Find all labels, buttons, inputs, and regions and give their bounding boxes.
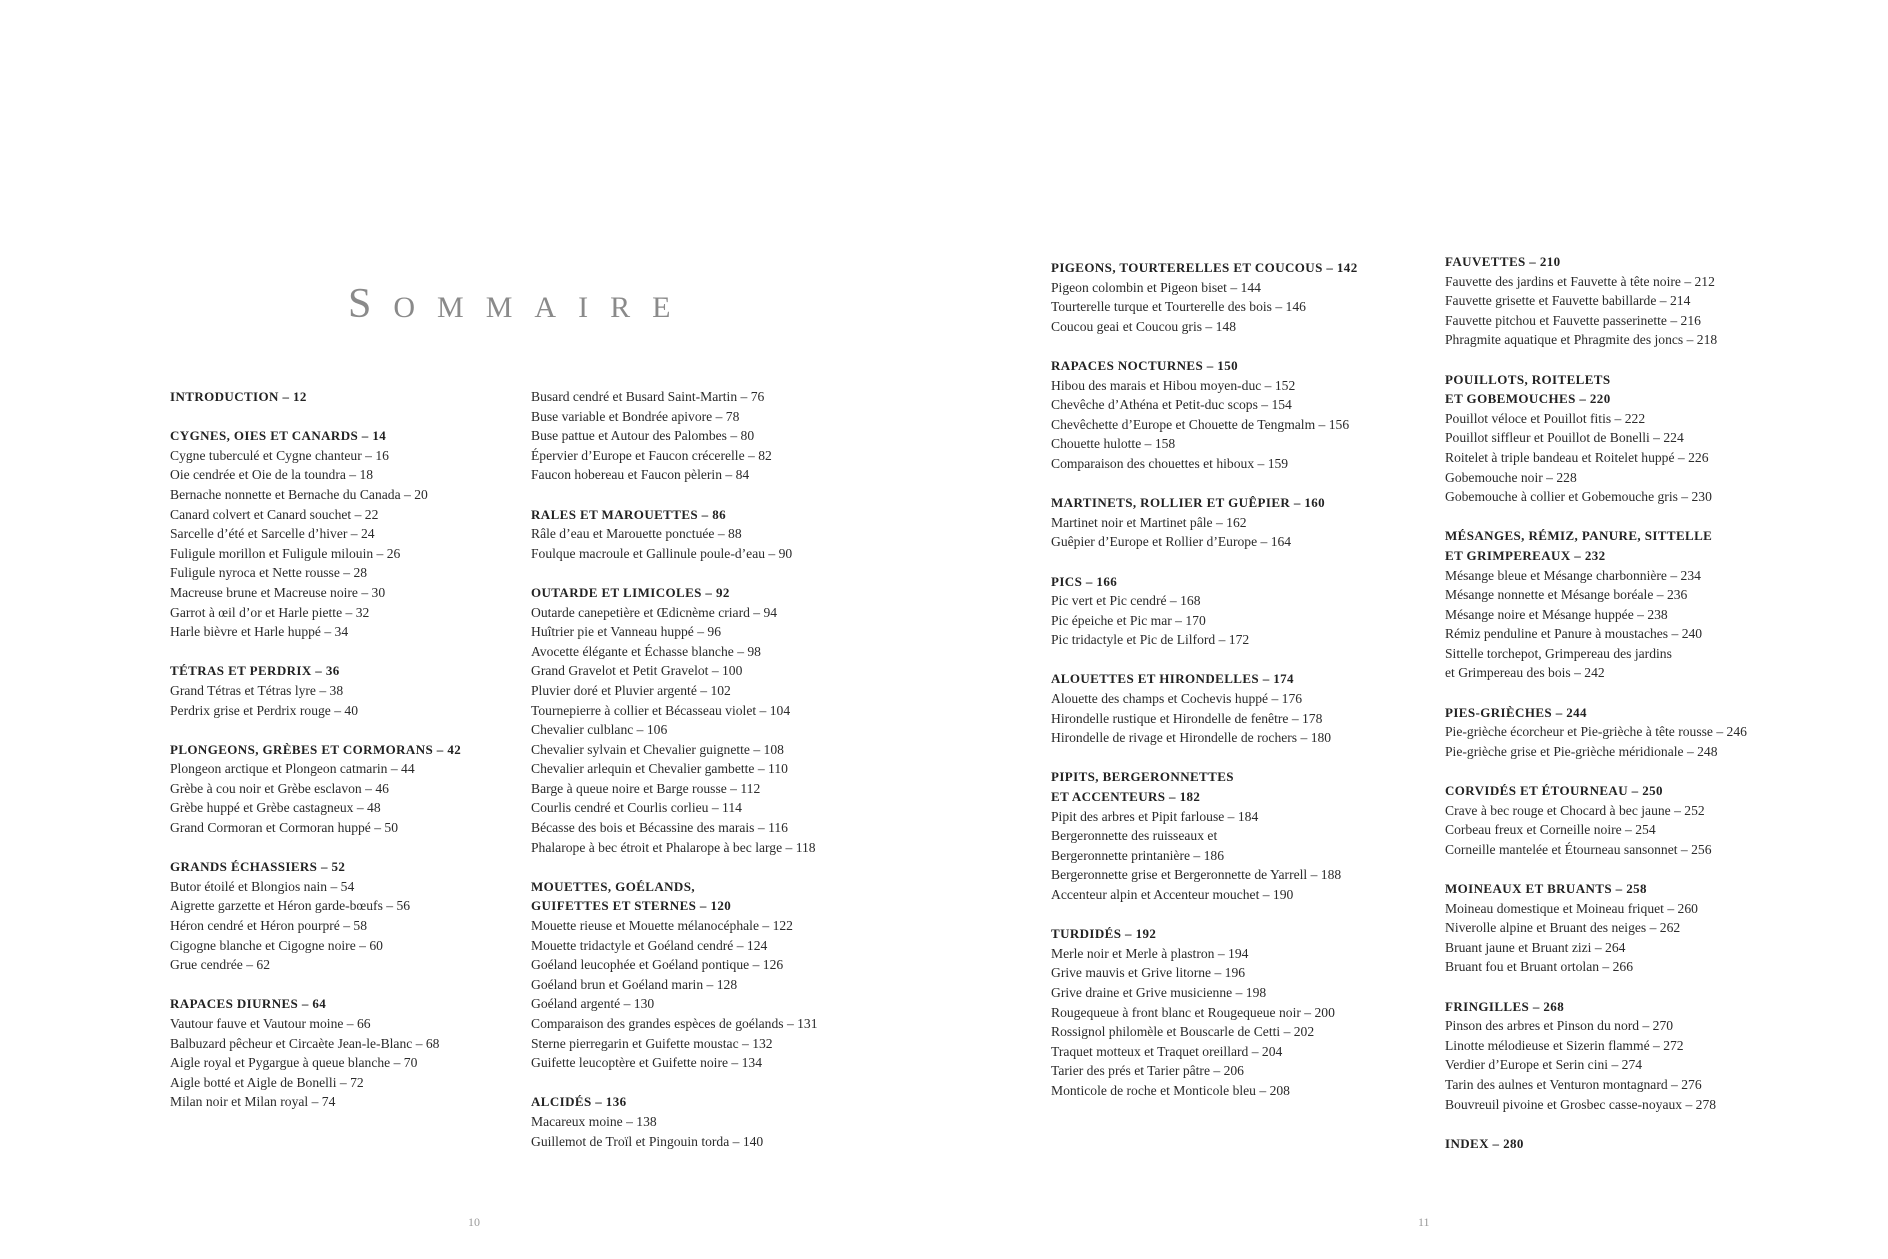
toc-entry: Mouette tridactyle et Goéland cendré – 124 bbox=[531, 937, 768, 953]
toc-section bbox=[170, 387, 530, 407]
toc-entry: Sittelle torchepot, Grimpereau des jardins bbox=[1445, 645, 1672, 661]
toc-entry: Fuligule nyroca et Nette rousse – 28 bbox=[170, 565, 368, 581]
toc-entry: Verdier d’Europe et Serin cini – 274 bbox=[1445, 1057, 1643, 1073]
toc-section-heading: PIPITS, BERGERONNETTES bbox=[1051, 769, 1234, 785]
toc-entry: Fauvette des jardins et Fauvette à tête noire – 212 bbox=[1445, 273, 1715, 289]
toc-entry: Chouette hulotte – 158 bbox=[1051, 436, 1176, 452]
toc-entry: Bécasse des bois et Bécassine des marais – 116 bbox=[531, 820, 788, 836]
toc-entry: Roitelet à triple bandeau et Roitelet huppé – 226 bbox=[1445, 449, 1709, 465]
toc-entry: Mésange bleue et Mésange charbonnière – 234 bbox=[1445, 567, 1701, 583]
toc-entry: Chevalier culblanc – 106 bbox=[531, 722, 668, 738]
toc-entry: Goéland leucophée et Goéland pontique – 126 bbox=[531, 957, 784, 973]
toc-entry: Fauvette grisette et Fauvette babillarde – 214 bbox=[1445, 293, 1691, 309]
toc-entry: Goéland brun et Goéland marin – 128 bbox=[531, 976, 738, 992]
toc-entry: Chevêche d’Athéna et Petit-duc scops – 154 bbox=[1051, 397, 1292, 413]
toc-column-2 bbox=[531, 387, 891, 1171]
toc-entry: Gobemouche noir – 228 bbox=[1445, 469, 1577, 485]
toc-entry: Rossignol philomèle et Bouscarle de Cetti – 202 bbox=[1051, 1024, 1315, 1040]
toc-entry: Comparaison des grandes espèces de goélands – 131 bbox=[531, 1016, 818, 1031]
toc-entry: Pic vert et Pic cendré – 168 bbox=[1051, 593, 1201, 609]
toc-column-4 bbox=[1445, 252, 1805, 1173]
toc-section-heading: PICS – 166 bbox=[1051, 573, 1118, 589]
toc-entry: Monticole de roche et Monticole bleu – 208 bbox=[1051, 1082, 1290, 1098]
toc-entry: Grèbe à cou noir et Grèbe esclavon – 46 bbox=[170, 780, 389, 796]
toc-section bbox=[531, 387, 891, 485]
toc-section-heading: MOUETTES, GOÉLANDS, bbox=[531, 878, 695, 894]
toc-section-heading: INTRODUCTION – 12 bbox=[170, 389, 307, 404]
toc-entry: Butor étoilé et Blongios nain – 54 bbox=[170, 878, 355, 894]
toc-section bbox=[1051, 767, 1411, 904]
toc-entry: Milan noir et Milan royal – 74 bbox=[170, 1094, 336, 1110]
toc-section bbox=[1051, 572, 1411, 650]
toc-section bbox=[1445, 879, 1805, 977]
toc-section bbox=[170, 740, 530, 838]
toc-entry: Phragmite aquatique et Phragmite des joncs – 218 bbox=[1445, 332, 1718, 348]
toc-entry: Râle d’eau et Marouette ponctuée – 88 bbox=[531, 526, 742, 542]
toc-column-3 bbox=[1051, 258, 1411, 1120]
toc-entry: Guillemot de Troïl et Pingouin torda – 140 bbox=[531, 1133, 764, 1149]
toc-section-heading: TURDIDÉS – 192 bbox=[1051, 926, 1157, 942]
toc-section-heading: FRINGILLES – 268 bbox=[1445, 998, 1565, 1014]
toc-entry: Pigeon colombin et Pigeon biset – 144 bbox=[1051, 279, 1261, 295]
toc-entry: Pic épeiche et Pic mar – 170 bbox=[1051, 612, 1206, 628]
toc-section bbox=[531, 505, 891, 564]
toc-entry: Vautour fauve et Vautour moine – 66 bbox=[170, 1016, 371, 1031]
toc-entry: Moineau domestique et Moineau friquet – 260 bbox=[1445, 900, 1698, 916]
toc-entry: Merle noir et Merle à plastron – 194 bbox=[1051, 945, 1249, 961]
toc-entry: Bergeronnette des ruisseaux et bbox=[1051, 828, 1218, 844]
toc-entry: Gobemouche à collier et Gobemouche gris – 230 bbox=[1445, 489, 1712, 505]
toc-section-heading: RALES ET MAROUETTES – 86 bbox=[531, 506, 727, 522]
page-number-right: 11 bbox=[1418, 1215, 1430, 1229]
toc-entry: Grand Cormoran et Cormoran huppé – 50 bbox=[170, 820, 399, 836]
toc-section-heading: ALCIDÉS – 136 bbox=[531, 1094, 627, 1110]
toc-section bbox=[1445, 252, 1805, 350]
toc-entry: Corneille mantelée et Étourneau sansonnet – 256 bbox=[1445, 841, 1712, 857]
toc-section bbox=[170, 661, 530, 720]
toc-section bbox=[1445, 526, 1805, 683]
toc-section-heading: RAPACES DIURNES – 64 bbox=[170, 996, 327, 1012]
toc-entry: Macareux moine – 138 bbox=[531, 1113, 657, 1129]
toc-section-heading: MOINEAUX ET BRUANTS – 258 bbox=[1445, 881, 1647, 896]
toc-section bbox=[1051, 258, 1411, 336]
toc-entry: Barge à queue noire et Barge rousse – 112 bbox=[531, 780, 761, 796]
page-number-left: 10 bbox=[468, 1215, 480, 1229]
toc-entry: Avocette élégante et Échasse blanche – 98 bbox=[531, 643, 761, 659]
toc-entry: Bruant fou et Bruant ortolan – 266 bbox=[1445, 959, 1634, 975]
toc-section-heading: ALOUETTES ET HIRONDELLES – 174 bbox=[1051, 671, 1294, 687]
toc-entry: Niverolle alpine et Bruant des neiges – 262 bbox=[1445, 920, 1681, 936]
toc-section-heading: ET ACCENTEURS – 182 bbox=[1051, 789, 1201, 805]
toc-entry: Corbeau freux et Corneille noire – 254 bbox=[1445, 822, 1656, 838]
toc-entry: Cygne tuberculé et Cygne chanteur – 16 bbox=[170, 447, 389, 463]
toc-section bbox=[1051, 669, 1411, 747]
toc-section bbox=[1445, 370, 1805, 507]
toc-entry: Guifette leucoptère et Guifette noire – 134 bbox=[531, 1055, 763, 1071]
toc-section-heading: MÉSANGES, RÉMIZ, PANURE, SITTELLE bbox=[1445, 528, 1713, 544]
toc-entry: Pic tridactyle et Pic de Lilford – 172 bbox=[1051, 632, 1250, 648]
toc-entry: Perdrix grise et Perdrix rouge – 40 bbox=[170, 702, 359, 718]
toc-entry: Comparaison des chouettes et hiboux – 159 bbox=[1051, 455, 1289, 471]
toc-section-heading: TÉTRAS ET PERDRIX – 36 bbox=[170, 663, 340, 679]
toc-entry: Chevêchette d’Europe et Chouette de Tengmalm – 156 bbox=[1051, 416, 1350, 432]
toc-section-heading: GRANDS ÉCHASSIERS – 52 bbox=[170, 859, 346, 875]
toc-entry: Plongeon arctique et Plongeon catmarin – 44 bbox=[170, 761, 415, 777]
toc-entry: Grèbe huppé et Grèbe castagneux – 48 bbox=[170, 800, 381, 816]
toc-entry: Garrot à œil d’or et Harle piette – 32 bbox=[170, 604, 370, 620]
toc-section-heading: GUIFETTES ET STERNES – 120 bbox=[531, 898, 732, 914]
toc-entry: Grand Gravelot et Petit Gravelot – 100 bbox=[531, 663, 743, 679]
toc-entry: Tourterelle turque et Tourterelle des bois – 146 bbox=[1051, 299, 1306, 315]
toc-section-heading: PIGEONS, TOURTERELLES ET COUCOUS – 142 bbox=[1051, 260, 1358, 275]
toc-section bbox=[1051, 924, 1411, 1100]
toc-section-heading: CORVIDÉS ET ÉTOURNEAU – 250 bbox=[1445, 783, 1663, 799]
toc-entry: Aigle botté et Aigle de Bonelli – 72 bbox=[170, 1074, 364, 1090]
toc-entry: Macreuse brune et Macreuse noire – 30 bbox=[170, 584, 386, 600]
toc-entry: Bruant jaune et Bruant zizi – 264 bbox=[1445, 939, 1626, 955]
toc-entry: Chevalier sylvain et Chevalier guignette – 108 bbox=[531, 741, 784, 757]
toc-section-heading: OUTARDE ET LIMICOLES – 92 bbox=[531, 584, 730, 600]
toc-entry: Tarier des prés et Tarier pâtre – 206 bbox=[1051, 1063, 1244, 1079]
page-title: SOMMAIRE bbox=[348, 281, 693, 327]
toc-entry: Pipit des arbres et Pipit farlouse – 184 bbox=[1051, 808, 1259, 824]
toc-entry: Cigogne blanche et Cigogne noire – 60 bbox=[170, 937, 383, 953]
toc-entry: Accenteur alpin et Accenteur mouchet – 190 bbox=[1051, 887, 1294, 902]
toc-entry: Hirondelle de rivage et Hirondelle de rochers – 180 bbox=[1051, 730, 1332, 746]
toc-entry: Rémiz penduline et Panure à moustaches – 240 bbox=[1445, 626, 1703, 642]
toc-entry: Phalarope à bec étroit et Phalarope à bec large – 118 bbox=[531, 839, 816, 855]
toc-entry: Pouillot véloce et Pouillot fitis – 222 bbox=[1445, 410, 1646, 426]
toc-entry: Pinson des arbres et Pinson du nord – 270 bbox=[1445, 1018, 1674, 1034]
toc-section-heading: FAUVETTES – 210 bbox=[1445, 254, 1561, 269]
toc-entry: Canard colvert et Canard souchet – 22 bbox=[170, 506, 379, 522]
toc-entry: Traquet motteux et Traquet oreillard – 204 bbox=[1051, 1043, 1283, 1059]
toc-section-heading: POUILLOTS, ROITELETS bbox=[1445, 371, 1611, 387]
toc-entry: Harle bièvre et Harle huppé – 34 bbox=[170, 624, 349, 640]
toc-entry: Bouvreuil pivoine et Grosbec casse-noyaux – 278 bbox=[1445, 1096, 1717, 1112]
toc-entry: Outarde canepetière et Œdicnème criard – 94 bbox=[531, 604, 778, 620]
toc-entry: Hirondelle rustique et Hirondelle de fenêtre – 178 bbox=[1051, 710, 1323, 726]
toc-entry: Crave à bec rouge et Chocard à bec jaune – 252 bbox=[1445, 802, 1705, 818]
toc-entry: Fauvette pitchou et Fauvette passerinette – 216 bbox=[1445, 312, 1701, 328]
toc-entry: Martinet noir et Martinet pâle – 162 bbox=[1051, 514, 1247, 530]
toc-section-heading: PIES-GRIÈCHES – 244 bbox=[1445, 704, 1587, 720]
toc-entry: Foulque macroule et Gallinule poule-d’eau – 90 bbox=[531, 545, 793, 561]
toc-entry: Aigrette garzette et Héron garde-bœufs – 56 bbox=[170, 898, 411, 914]
toc-section bbox=[531, 877, 891, 1073]
toc-entry: Pie-grièche grise et Pie-grièche méridionale – 248 bbox=[1445, 743, 1718, 759]
toc-entry: Tarin des aulnes et Venturon montagnard – 276 bbox=[1445, 1076, 1702, 1092]
toc-entry: Pluvier doré et Pluvier argenté – 102 bbox=[531, 682, 731, 698]
toc-entry: et Grimpereau des bois – 242 bbox=[1445, 665, 1605, 681]
toc-entry: Guêpier d’Europe et Rollier d’Europe – 164 bbox=[1051, 534, 1292, 550]
toc-entry: Hibou des marais et Hibou moyen-duc – 152 bbox=[1051, 377, 1296, 393]
toc-entry: Linotte mélodieuse et Sizerin flammé – 272 bbox=[1445, 1037, 1684, 1053]
toc-section bbox=[1445, 781, 1805, 859]
toc-entry: Bergeronnette printanière – 186 bbox=[1051, 847, 1225, 863]
toc-entry: Bergeronnette grise et Bergeronnette de Yarrell – 188 bbox=[1051, 867, 1342, 883]
toc-entry: Grive mauvis et Grive litorne – 196 bbox=[1051, 965, 1246, 981]
toc-section bbox=[1445, 997, 1805, 1115]
toc-entry: Grive draine et Grive musicienne – 198 bbox=[1051, 984, 1267, 1000]
toc-section bbox=[1051, 356, 1411, 474]
toc-entry: Rougequeue à front blanc et Rougequeue noir – 200 bbox=[1051, 1004, 1335, 1020]
toc-entry: Huîtrier pie et Vanneau huppé – 96 bbox=[531, 624, 722, 640]
toc-entry: Balbuzard pêcheur et Circaète Jean-le-Blanc – 68 bbox=[170, 1035, 440, 1051]
toc-entry: Goéland argenté – 130 bbox=[531, 996, 655, 1012]
toc-entry: Courlis cendré et Courlis corlieu – 114 bbox=[531, 800, 742, 816]
toc-entry: Héron cendré et Héron pourpré – 58 bbox=[170, 918, 368, 934]
toc-entry: Oie cendrée et Oie de la toundra – 18 bbox=[170, 467, 374, 483]
toc-section-heading: MARTINETS, ROLLIER ET GUÊPIER – 160 bbox=[1051, 495, 1326, 511]
toc-section-heading: PLONGEONS, GRÈBES ET CORMORANS – 42 bbox=[170, 741, 462, 757]
toc-section-heading: INDEX – 280 bbox=[1445, 1135, 1524, 1151]
toc-entry: Chevalier arlequin et Chevalier gambette – 110 bbox=[531, 761, 788, 777]
toc-entry: Mésange noire et Mésange huppée – 238 bbox=[1445, 606, 1668, 622]
toc-entry: Pie-grièche écorcheur et Pie-grièche à tête rousse – 246 bbox=[1445, 724, 1747, 740]
toc-entry: Sarcelle d’été et Sarcelle d’hiver – 24 bbox=[170, 526, 375, 542]
toc-entry: Faucon hobereau et Faucon pèlerin – 84 bbox=[531, 467, 750, 483]
toc-section bbox=[531, 1092, 891, 1151]
toc-entry: Buse variable et Bondrée apivore – 78 bbox=[531, 408, 740, 424]
toc-entry: Buse pattue et Autour des Palombes – 80 bbox=[531, 428, 755, 444]
toc-section bbox=[1445, 703, 1805, 762]
toc-entry: Grue cendrée – 62 bbox=[170, 957, 271, 973]
toc-entry: Alouette des champs et Cochevis huppé – 176 bbox=[1051, 691, 1303, 707]
toc-entry: Mouette rieuse et Mouette mélanocéphale – 122 bbox=[531, 918, 793, 934]
toc-section bbox=[1051, 493, 1411, 552]
toc-section-heading: RAPACES NOCTURNES – 150 bbox=[1051, 357, 1239, 373]
toc-entry: Grand Tétras et Tétras lyre – 38 bbox=[170, 682, 344, 698]
toc-section-heading: ET GRIMPEREAUX – 232 bbox=[1445, 547, 1606, 563]
toc-entry: Sterne pierregarin et Guifette moustac – 132 bbox=[531, 1035, 773, 1051]
toc-entry: Épervier d’Europe et Faucon crécerelle – 82 bbox=[531, 447, 772, 463]
toc-section bbox=[170, 426, 530, 642]
toc-entry: Tournepierre à collier et Bécasseau violet – 104 bbox=[531, 702, 791, 718]
toc-section bbox=[170, 857, 530, 975]
toc-column-1 bbox=[170, 387, 530, 1132]
toc-section-heading: ET GOBEMOUCHES – 220 bbox=[1445, 391, 1611, 407]
toc-entry: Pouillot siffleur et Pouillot de Bonelli – 224 bbox=[1445, 430, 1684, 446]
toc-entry: Bernache nonnette et Bernache du Canada – 20 bbox=[170, 486, 428, 502]
toc-entry: Busard cendré et Busard Saint-Martin – 76 bbox=[531, 389, 765, 404]
toc-entry: Fuligule morillon et Fuligule milouin – 26 bbox=[170, 545, 401, 561]
toc-section bbox=[531, 583, 891, 857]
toc-entry: Aigle royal et Pygargue à queue blanche – 70 bbox=[170, 1055, 418, 1071]
toc-entry: Mésange nonnette et Mésange boréale – 236 bbox=[1445, 587, 1688, 603]
toc-section bbox=[1445, 1134, 1805, 1154]
toc-entry: Coucou geai et Coucou gris – 148 bbox=[1051, 318, 1236, 334]
toc-section bbox=[170, 994, 530, 1112]
toc-section-heading: CYGNES, OIES ET CANARDS – 14 bbox=[170, 428, 387, 444]
